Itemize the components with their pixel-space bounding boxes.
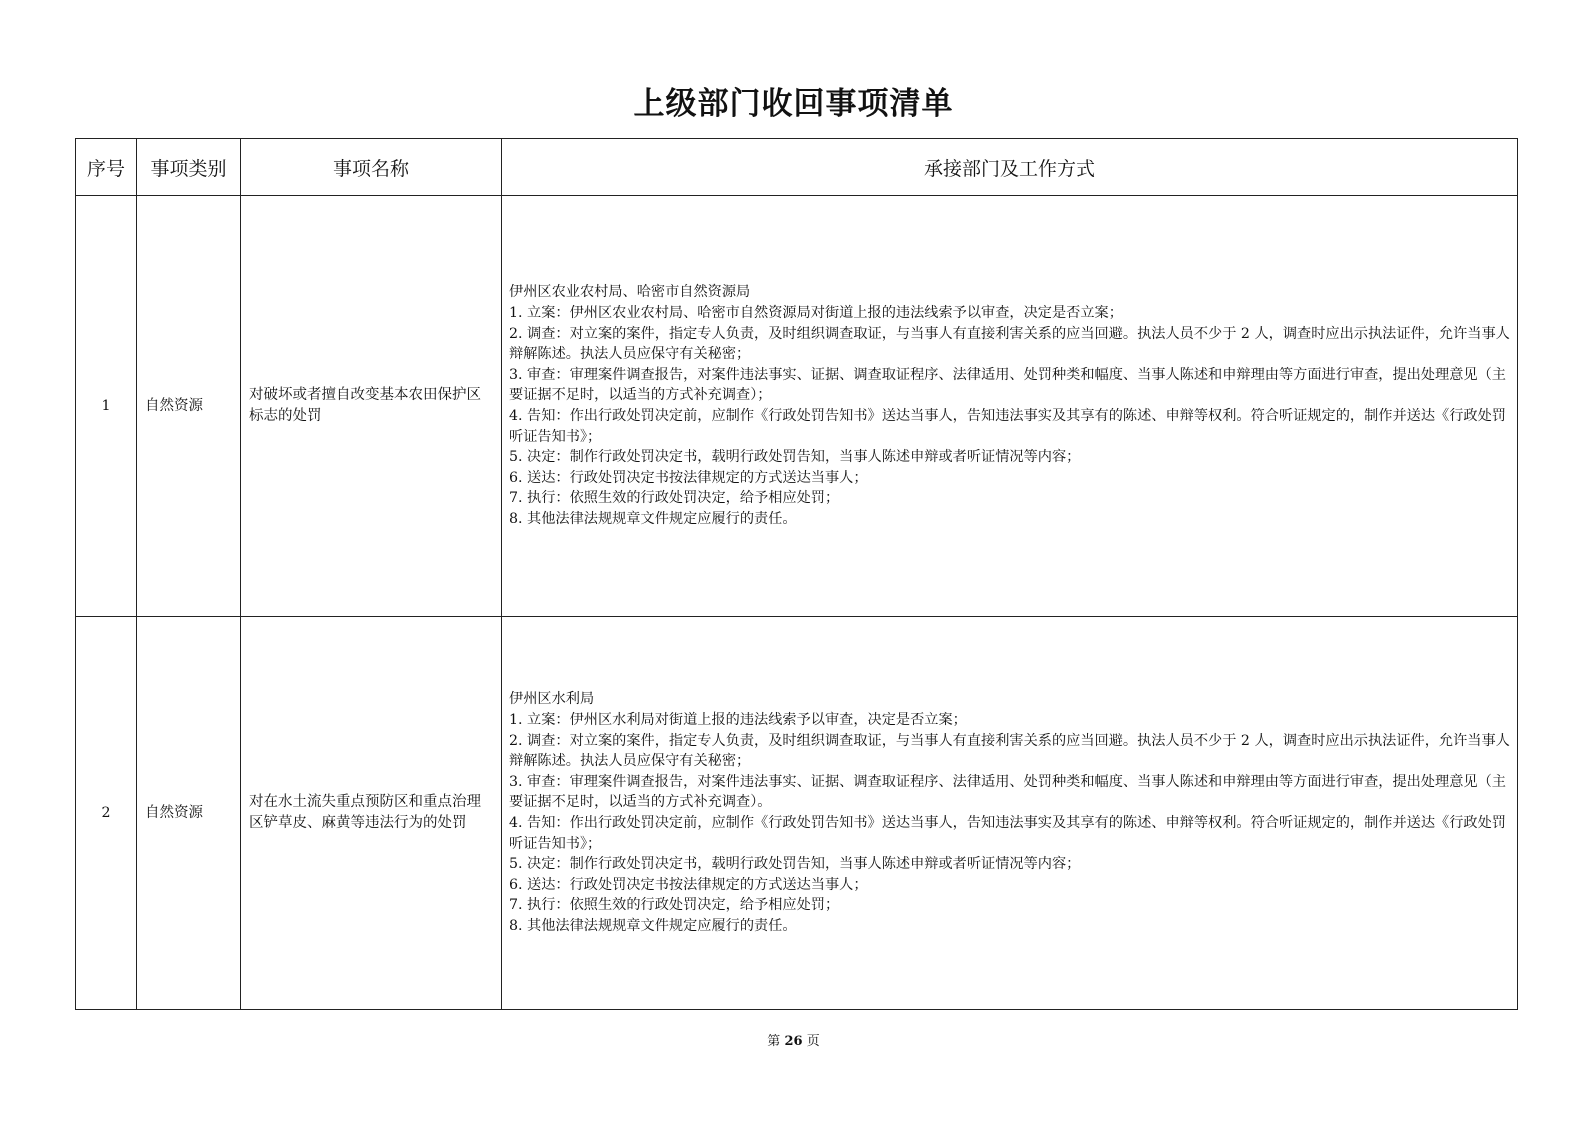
row-category: 自然资源: [137, 617, 241, 1010]
step-line: 3. 审查：审理案件调查报告，对案件违法事实、证据、调查取证程序、法律适用、处罚种类和幅度、当事人陈述和申辩理由等方面进行审查，提出处理意见（主要证据不足时，以适当的方式补充调查）；: [509, 366, 1506, 404]
step-line: 1. 立案：伊州区水利局对街道上报的违法线索予以审查，决定是否立案；: [509, 712, 967, 729]
step-line: 6. 送达：行政处罚决定书按法律规定的方式送达当事人；: [509, 876, 868, 893]
step-line: 8. 其他法律法规规章文件规定应履行的责任。: [509, 917, 797, 934]
step-line: 8. 其他法律法规规章文件规定应履行的责任。: [509, 510, 797, 527]
row-index: 1: [76, 196, 137, 617]
step-line: 7. 执行：依照生效的行政处罚决定，给予相应处罚；: [509, 490, 840, 507]
table-row: [76, 617, 1518, 1010]
step-line: 2. 调查：对立案的案件，指定专人负责，及时组织调查取证，与当事人有直接利害关系的应当回避。执法人员不少于 2 人，调查时应出示执法证件，允许当事人辩解陈述。执法人员应保守有关秘密；: [509, 732, 1510, 770]
page-number-suffix: 页: [806, 1034, 820, 1049]
row-department-method: [502, 617, 1518, 1010]
page-footer: [0, 1030, 1587, 1049]
page-number: 26: [784, 1034, 803, 1049]
step-line: 2. 调查：对立案的案件，指定专人负责，及时组织调查取证，与当事人有直接利害关系的应当回避。执法人员不少于 2 人，调查时应出示执法证件，允许当事人辩解陈述。执法人员应保守有关秘密；: [509, 325, 1510, 363]
items-table: [75, 138, 1518, 1010]
row-item-name: 对破坏或者擅自改变基本农田保护区标志的处罚: [241, 196, 502, 617]
page-number-prefix: 第: [767, 1034, 781, 1049]
step-line: 5. 决定：制作行政处罚决定书，载明行政处罚告知，当事人陈述申辩或者听证情况等内容；: [509, 449, 1081, 466]
step-line: 3. 审查：审理案件调查报告，对案件违法事实、证据、调查取证程序、法律适用、处罚种类和幅度、当事人陈述和申辩理由等方面进行审查，提出处理意见（主要证据不足时，以适当的方式补充调查）。: [509, 773, 1506, 811]
step-line: 7. 执行：依照生效的行政处罚决定，给予相应处罚；: [509, 897, 840, 914]
step-line: 1. 立案：伊州区农业农村局、哈密市自然资源局对街道上报的违法线索予以审查，决定是否立案；: [509, 305, 1123, 322]
department-line: 伊州区水利局: [509, 691, 595, 708]
page-title: 上级部门收回事项清单: [633, 86, 954, 122]
step-line: 4. 告知：作出行政处罚决定前，应制作《行政处罚告知书》送达当事人，告知违法事实及其享有的陈述、申辩等权利。符合听证规定的，制作并送达《行政处罚听证告知书》；: [509, 815, 1506, 852]
step-line: 6. 送达：行政处罚决定书按法律规定的方式送达当事人；: [509, 469, 868, 486]
step-line: 5. 决定：制作行政处罚决定书，载明行政处罚告知，当事人陈述申辩或者听证情况等内容；: [509, 856, 1081, 873]
table-row: [76, 196, 1518, 617]
row-category: 自然资源: [137, 196, 241, 617]
row-index: 2: [76, 617, 137, 1010]
column-header-department: 承接部门及工作方式: [502, 139, 1518, 196]
row-department-method: [502, 196, 1518, 617]
department-line: 伊州区农业农村局、哈密市自然资源局: [509, 284, 751, 301]
column-header-index: 序号: [76, 139, 137, 196]
step-line: 4. 告知：作出行政处罚决定前，应制作《行政处罚告知书》送达当事人，告知违法事实及其享有的陈述、申辩等权利。符合听证规定的，制作并送达《行政处罚听证告知书》；: [509, 408, 1506, 445]
table-header-row: [76, 139, 1518, 196]
column-header-name: 事项名称: [241, 139, 502, 196]
column-header-category: 事项类别: [137, 139, 241, 196]
row-item-name: 对在水土流失重点预防区和重点治理区铲草皮、麻黄等违法行为的处罚: [241, 617, 502, 1010]
